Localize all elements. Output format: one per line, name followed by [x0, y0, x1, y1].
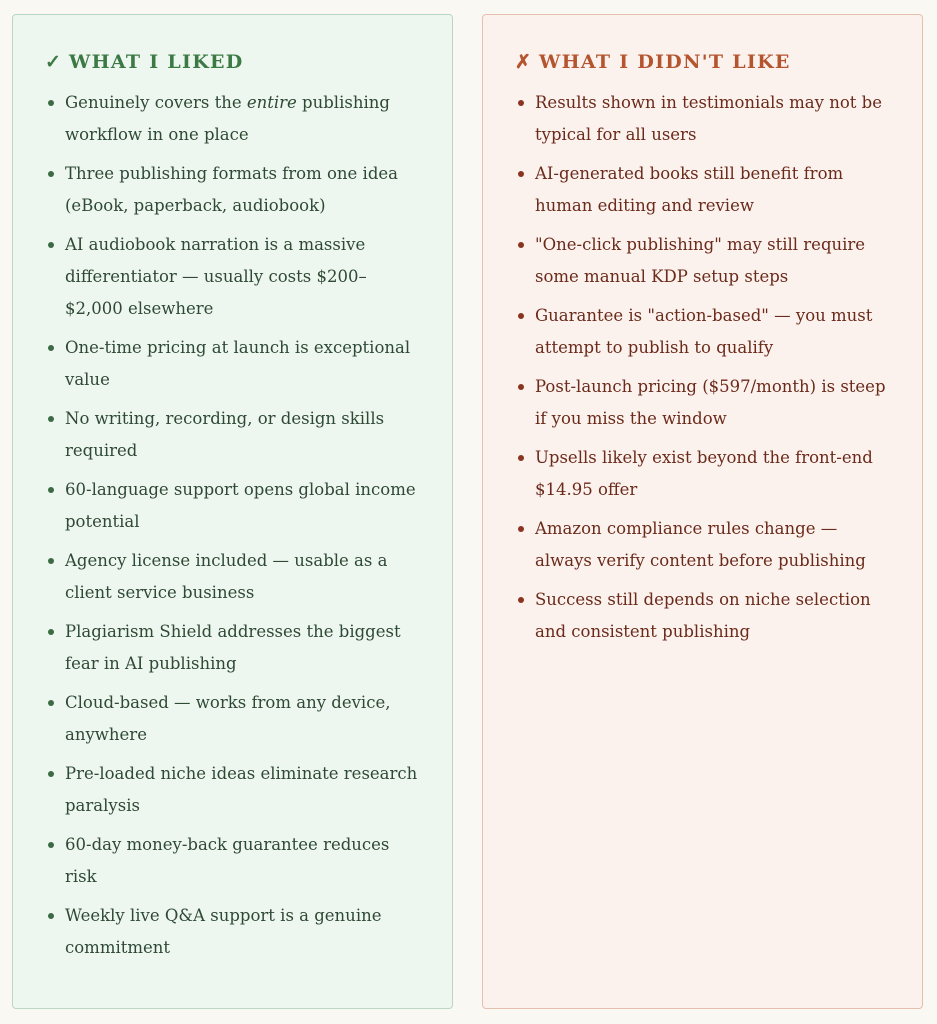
list-item-text: 60-day money-back guarantee reduces risk	[65, 835, 390, 886]
bullet-icon	[518, 100, 524, 106]
list-item-text: 60-language support opens global income potential	[65, 480, 416, 531]
list-item	[515, 87, 892, 151]
list-item-text: Results shown in testimonials may not be typical for all users	[535, 93, 882, 144]
disliked-list	[515, 87, 892, 648]
list-item-text: Upsells likely exist beyond the front-end $14.95 offer	[535, 448, 873, 499]
liked-title-text: WHAT I LIKED	[69, 51, 244, 73]
bullet-icon	[48, 416, 54, 422]
bullet-icon	[48, 700, 54, 706]
liked-list	[45, 87, 422, 964]
list-item	[515, 442, 892, 506]
checkmark-icon: ✓	[45, 51, 63, 73]
list-item-text: Guarantee is "action-based" — you must attempt to publish to qualify	[535, 306, 873, 357]
bullet-icon	[48, 100, 54, 106]
list-item	[515, 300, 892, 364]
list-item-text: Cloud-based — works from any device, anywhere	[65, 693, 391, 744]
liked-panel	[12, 14, 453, 1009]
list-item	[515, 229, 892, 293]
list-item	[515, 371, 892, 435]
bullet-icon	[48, 771, 54, 777]
list-item	[45, 900, 422, 964]
list-item-text-tail: publishing workflow in one place	[65, 93, 390, 144]
bullet-icon	[518, 526, 524, 532]
bullet-icon	[48, 913, 54, 919]
list-item	[45, 403, 422, 467]
list-item-text: No writing, recording, or design skills required	[65, 409, 385, 460]
list-item	[45, 158, 422, 222]
bullet-icon	[518, 242, 524, 248]
bullet-icon	[518, 455, 524, 461]
list-item	[515, 584, 892, 648]
bullet-icon	[518, 313, 524, 319]
liked-title	[45, 51, 422, 73]
bullet-icon	[48, 487, 54, 493]
bullet-icon	[48, 171, 54, 177]
list-item-text: Post-launch pricing ($597/month) is steep if you miss the window	[535, 377, 886, 428]
list-item-text: Agency license included — usable as a client service business	[65, 551, 388, 602]
disliked-title-text: WHAT I DIDN'T LIKE	[539, 51, 791, 73]
cross-icon: ✗	[515, 51, 533, 73]
list-item-text: One-time pricing at launch is exceptional value	[65, 338, 411, 389]
list-item-text: Genuinely covers the	[65, 93, 247, 112]
list-item	[515, 158, 892, 222]
list-item	[45, 332, 422, 396]
list-item-text: Plagiarism Shield addresses the biggest fear in AI publishing	[65, 622, 401, 673]
disliked-panel	[482, 14, 923, 1009]
list-item-text: "One-click publishing" may still require some manual KDP setup steps	[535, 235, 866, 286]
list-item-text: Success still depends on niche selection and consistent publishing	[535, 590, 871, 641]
bullet-icon	[48, 345, 54, 351]
bullet-icon	[518, 384, 524, 390]
list-item	[515, 513, 892, 577]
list-item	[45, 474, 422, 538]
list-item	[45, 829, 422, 893]
disliked-title	[515, 51, 892, 73]
list-item-emphasis: entire	[246, 93, 297, 112]
list-item-text: Three publishing formats from one idea (eBook, paperback, audiobook)	[65, 164, 398, 215]
bullet-icon	[48, 558, 54, 564]
bullet-icon	[518, 171, 524, 177]
list-item-text: Pre-loaded niche ideas eliminate research paralysis	[65, 764, 418, 815]
list-item	[45, 229, 422, 325]
list-item-text: Weekly live Q&A support is a genuine commitment	[65, 906, 382, 957]
list-item-text: AI-generated books still benefit from human editing and review	[535, 164, 844, 215]
bullet-icon	[48, 629, 54, 635]
list-item	[45, 87, 422, 151]
list-item	[45, 616, 422, 680]
list-item-text: AI audiobook narration is a massive differentiator — usually costs $200–$2,000 elsewhere	[65, 235, 367, 318]
bullet-icon	[518, 597, 524, 603]
list-item	[45, 758, 422, 822]
list-item-text: Amazon compliance rules change — always verify content before publishing	[535, 519, 866, 570]
bullet-icon	[48, 842, 54, 848]
list-item	[45, 545, 422, 609]
bullet-icon	[48, 242, 54, 248]
list-item	[45, 687, 422, 751]
